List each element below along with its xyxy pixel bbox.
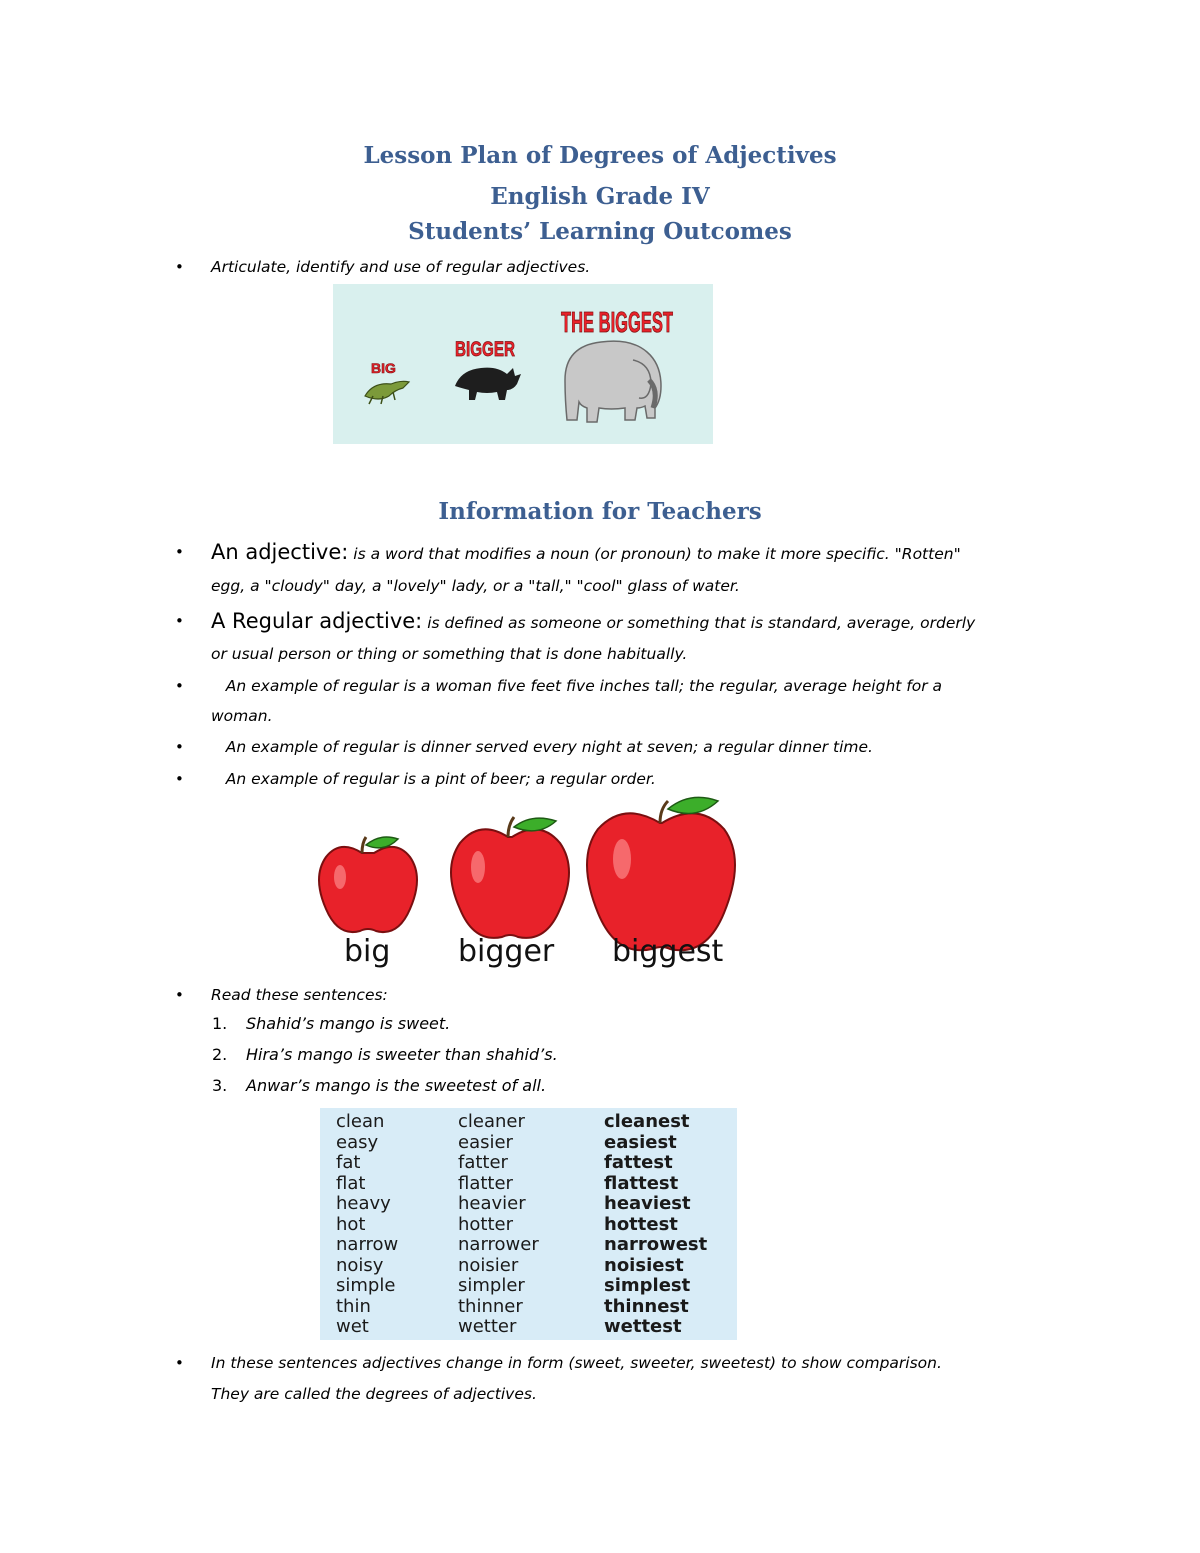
word-cell: easy [336,1131,379,1153]
word-cell: hottest [604,1213,678,1235]
document-page: Lesson Plan of Degrees of Adjectives English Grade IV Students’ Learning Outcomes • Articulate, identify and use of regular adjectives. BIG BIGGER THE BIGGEST Information for Teachers • An adjective: is a word that modifies a noun (or pronoun) to make it more specific. "Rotten" egg, a "cloudy" day, a "lovely" lady, or a "tall," "cool" glass of water. • A Regular adjective: is defined as someone or something that is standard, average, orderly or usual person or thing or something that is done habitually. • An example of regular is a woman five feet five inches tall; the regular, average height for a woman. • An example of regular is dinner served every night at seven; a regular dinner time. • An example of regular is a pint of beer; a regular order. big bigger biggest • Read these sentences: 1. Shahid’s mango is sweet. 2. Hira’s mango is sweeter than shahid’s. 3. Anwar’s mango is the sweetest of all. clean easy fat flat heavy hot narrow noisy simple thin wet cleaner easier fatter flatter heavier hotter narrower noisier simpler thinner wetter cleanest easiest fattest flattest heaviest hottest narrowest noisiest simplest thinnest wettest • In these sentences adjectives change in form (sweet, sweeter, sweetest) to show comparison. They are called the degrees of adjectives. [0,0,1200,1553]
bigger-label: BIGGER [455,338,515,361]
word-cell: cleanest [604,1111,690,1132]
bullet-dot: • [175,258,184,276]
word-cell: easiest [604,1131,677,1153]
word-cell: hotter [458,1213,514,1235]
large-apple-icon [587,797,735,950]
apple-label-big: big [344,934,391,969]
word-cell: narrowest [604,1234,708,1255]
superlative-column [604,1112,707,1338]
word-cell: noisy [336,1254,384,1276]
bullet-dot: • [175,612,184,630]
word-cell: flat [336,1172,366,1194]
word-cell: simple [336,1275,396,1296]
animals-comparison-image [333,284,713,444]
grade-title: English Grade IV [490,183,710,210]
word-cell: fattest [604,1152,673,1173]
biggest-label: THE BIGGEST [561,307,674,339]
lesson-title: Lesson Plan of Degrees of Adjectives [363,142,837,169]
bullet-dot: • [175,986,184,1004]
medium-apple-icon [451,817,569,938]
word-cell: hot [336,1213,366,1235]
comparative-column [458,1112,539,1338]
info-title: Information for Teachers [438,498,762,525]
word-cell: wet [336,1316,369,1337]
word-cell: thin [336,1295,371,1317]
rhino-icon [455,368,521,400]
word-cell: noisiest [604,1254,684,1276]
word-cell: narrow [336,1234,399,1255]
degrees-word-table [320,1108,737,1340]
word-cell: thinner [458,1295,523,1317]
word-cell: flatter [458,1172,513,1194]
outcomes-title: Students’ Learning Outcomes [408,218,792,245]
word-cell: heavier [458,1193,526,1214]
word-cell: simplest [604,1275,691,1296]
word-cell: fat [336,1152,361,1173]
bullet-dot: • [175,770,184,788]
bullet-dot: • [175,738,184,756]
small-apple-icon [319,837,417,932]
apple-label-bigger: bigger [458,934,555,969]
positive-column [336,1112,398,1338]
word-cell: easier [458,1131,513,1153]
apple-label-biggest: biggest [612,934,724,969]
word-cell: fatter [458,1152,508,1173]
word-cell: heaviest [604,1193,691,1214]
word-cell: simpler [458,1275,525,1296]
word-cell: heavy [336,1193,391,1214]
word-cell: wetter [458,1316,517,1337]
bullet-dot: • [175,543,184,561]
bullet-dot: • [175,677,184,695]
big-label: BIG [371,360,396,376]
crocodile-icon [365,381,409,404]
word-cell: narrower [458,1234,539,1255]
elephant-icon [565,341,661,422]
word-cell: clean [336,1111,385,1132]
word-cell: flattest [604,1172,679,1194]
apples-comparison-image [310,793,735,973]
word-cell: wettest [604,1316,682,1337]
word-cell: cleaner [458,1111,525,1132]
word-cell: noisier [458,1254,519,1276]
word-cell: thinnest [604,1295,689,1317]
bullet-dot: • [175,1354,184,1372]
